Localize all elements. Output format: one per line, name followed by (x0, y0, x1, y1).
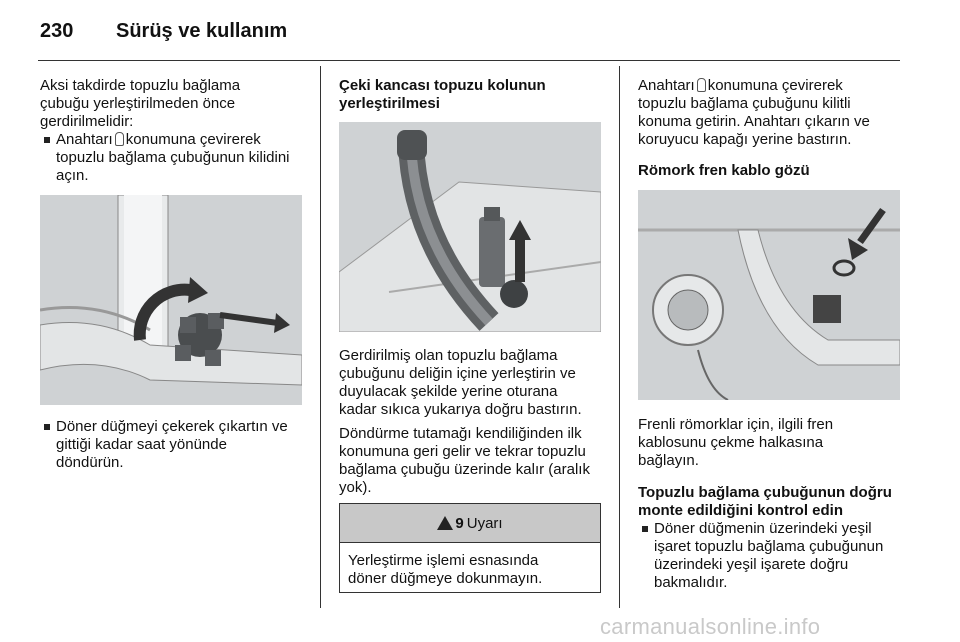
locked-key-icon (697, 78, 706, 92)
warning-box (339, 503, 601, 593)
bullet-green-marks: Döner düğmenin üzerindeki yeşil işaret topuzlu bağlama çubuğunun üzerindeki yeşil işarete doğru bakmalıdır. (638, 520, 908, 592)
bullet-turn-knob: Döner düğmeyi çekerek çıkartın ve gittiği kadar saat yönünde döndürün. (40, 418, 315, 472)
column-1 (40, 77, 310, 185)
column-divider-2 (619, 66, 620, 608)
column-divider-1 (320, 66, 321, 608)
subsection-heading: Römork fren kablo gözü (638, 162, 810, 179)
section-heading: yerleştirilmesi (339, 95, 440, 112)
section-heading: Çeki kancası topuzu kolunun (339, 77, 546, 94)
warning-title: Uyarı (466, 514, 503, 532)
illustration-brake-cable-eye (638, 190, 900, 400)
intro-line: gerdirilmelidir: (40, 113, 134, 130)
subsection-heading: Topuzlu bağlama çubuğunun doğru (638, 484, 892, 501)
warning-icon-digit: 9 (455, 514, 464, 532)
intro-line: çubuğu yerleştirilmeden önce (40, 95, 236, 112)
unlocked-key-icon (115, 132, 124, 146)
header-divider (38, 60, 900, 61)
column-2 (339, 77, 609, 113)
warning-triangle-icon (437, 516, 453, 530)
page-number: 230 (40, 20, 74, 42)
watermark: carmanualsonline.info (600, 614, 821, 639)
intro-line: Aksi takdirde topuzlu bağlama (40, 77, 241, 94)
section-title: Sürüş ve kullanım (116, 20, 288, 42)
column-3: Anahtarı konumuna çevirerek topuzlu bağlama çubuğunu kilitli konuma getirin. Anahtarı çıkarın ve koruyucu kapağı yerine bastırın. Römork fren kablo gözü (638, 77, 908, 180)
bullet-unlock: Anahtarı konumuna çevirerek topuzlu bağlama çubuğunun kilidini açın. (40, 131, 310, 185)
column-2-text: Gerdirilmiş olan topuzlu bağlama çubuğunu deliğin içine yerleştirin ve duyulacak şekilde yerine oturana kadar sıkıca yukarıya doğru bastırın. Döndürme tutamağı kendiliğinden ilk konumuna geri gelir ve tekrar topuzlu bağlama çubuğu üzerinde kalır (aralık yok). (339, 347, 590, 496)
warning-header (340, 504, 600, 543)
illustration-insert-ball-bar (339, 122, 601, 332)
column-1-lower (40, 418, 315, 472)
column-3-lower: Frenli römorklar için, ilgili fren kablosunu çekme halkasına bağlayın. Topuzlu bağlama çubuğunun doğru monte edildiğini kontrol edin Döner düğmenin üzerindeki yeşil işaret topuzlu bağlama çubuğunun üzerindeki yeşil işarete doğru bakmalıdır. (638, 416, 908, 592)
illustration-knob-turn (40, 195, 302, 405)
subsection-heading: monte edildiğini kontrol edin (638, 502, 843, 519)
warning-body: Yerleştirme işlemi esnasında döner düğmeye dokunmayın. (348, 552, 543, 587)
